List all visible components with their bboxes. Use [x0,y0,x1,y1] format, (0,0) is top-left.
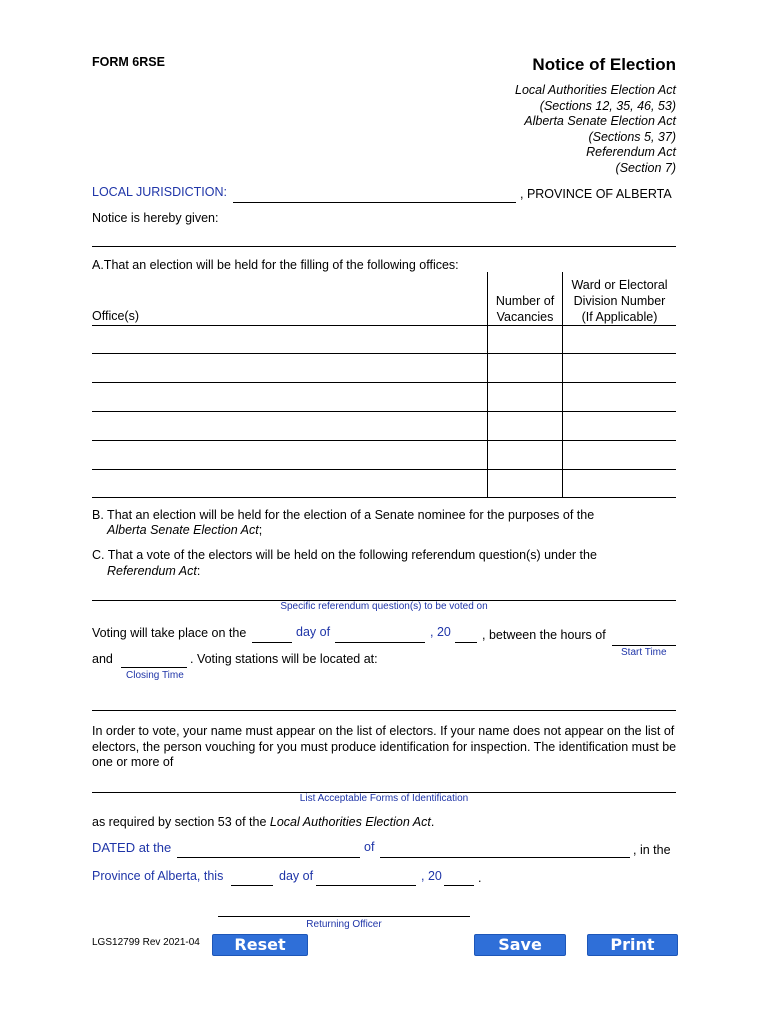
col-ward-header [563,277,676,325]
dated-jurisdiction-input[interactable] [380,842,630,858]
returning-officer-input[interactable] [218,916,470,917]
start-time-input[interactable] [612,630,676,646]
electors-paragraph [92,724,676,771]
acts-list [515,83,676,176]
voting-text: Voting will take place on the [92,626,247,640]
start-time-caption: Start Time [621,647,667,658]
table-row-line [92,325,676,326]
punct: : [196,564,201,578]
section-a-text: A.That an election will be held for the filling of the following offices: [92,258,459,272]
dated-comma20: , 20 [421,869,442,883]
dated-province: Province of Alberta, this [92,869,224,883]
form-id: FORM 6RSE [92,55,165,69]
col-vacancies-line: Vacancies [496,310,554,324]
dated-month-input[interactable] [316,870,416,886]
punct: ; [258,523,263,537]
jurisdiction-input[interactable] [233,187,516,203]
punct: . [430,815,435,829]
voting-year-input[interactable] [455,627,477,643]
section-c-line1: C. That a vote of the electors will be held on the following referendum question(s) under the [92,548,597,562]
voting-comma20: , 20 [430,625,451,639]
col-vacancies-line: Number of [495,294,555,308]
dated-period: . [478,871,482,885]
electors-line: one or more of [92,755,174,769]
table-row[interactable] [92,469,676,470]
page-title: Notice of Election [532,55,676,74]
voting-stations: . Voting stations will be located at: [190,652,378,666]
voting-month-input[interactable] [335,627,425,643]
voting-and: and [92,652,113,666]
table-row[interactable] [92,353,676,354]
dated-place-input[interactable] [177,842,360,858]
section-b-line2 [107,523,262,537]
col-ward-line: Ward or Electoral [571,278,668,292]
dated-at: DATED at the [92,840,172,855]
act-line: Alberta Senate Election Act [524,114,676,128]
closing-time-input[interactable] [121,652,187,668]
revision-label: LGS12799 Rev 2021-04 [92,937,200,948]
act-line: (Sections 12, 35, 46, 53) [539,98,676,113]
required-text [92,815,434,829]
section-c-line2 [107,564,200,578]
act-name: Local Authorities Election Act [269,815,431,829]
col-ward-line: Division Number [573,294,666,308]
identification-caption: List Acceptable Forms of Identification [299,793,469,804]
reset-button[interactable]: Reset [212,934,308,956]
act-line: Local Authorities Election Act [515,83,676,97]
province-suffix: , PROVINCE OF ALBERTA [520,187,672,201]
jurisdiction-label: LOCAL JURISDICTION: [92,185,227,199]
dated-of: of [364,840,375,854]
required-pre: as required by section 53 of the [92,815,270,829]
section-b-line1: B. That an election will be held for the election of a Senate nominee for the purposes of the [92,508,595,522]
dated-year-input[interactable] [444,870,474,886]
dated-day-input[interactable] [231,870,273,886]
act-line: Referendum Act [586,145,676,159]
electors-line: In order to vote, your name must appear on the list of electors. If your name does not appear on the list of [92,724,675,738]
voting-day-of: day of [296,625,331,639]
voting-between: , between the hours of [482,628,606,642]
act-line: (Sections 5, 37) [588,129,676,144]
voting-stations-input[interactable] [92,710,676,711]
returning-officer-caption: Returning Officer [306,919,382,930]
dated-day-of: day of [279,869,314,883]
save-button[interactable]: Save [474,934,566,956]
notice-text: Notice is hereby given: [92,211,219,225]
col-vacancies-header [488,293,562,325]
electors-line: electors, the person vouching for you must produce identification for inspection. The identification must be [92,739,677,754]
voting-day-input[interactable] [252,627,292,643]
referendum-caption: Specific referendum question(s) to be voted on [280,601,488,612]
closing-time-caption: Closing Time [126,670,184,681]
col-office-header: Office(s) [92,309,139,323]
table-row[interactable] [92,440,676,441]
col-ward-line: (If Applicable) [581,310,658,324]
notice-line[interactable] [92,246,676,247]
table-row[interactable] [92,382,676,383]
print-button[interactable]: Print [587,934,678,956]
act-name: Alberta Senate Election Act [107,523,259,537]
dated-in-the: , in the [633,843,671,857]
table-row[interactable] [92,411,676,412]
act-name: Referendum Act [107,564,197,578]
act-line: (Section 7) [615,160,676,175]
table-row[interactable] [92,497,676,498]
